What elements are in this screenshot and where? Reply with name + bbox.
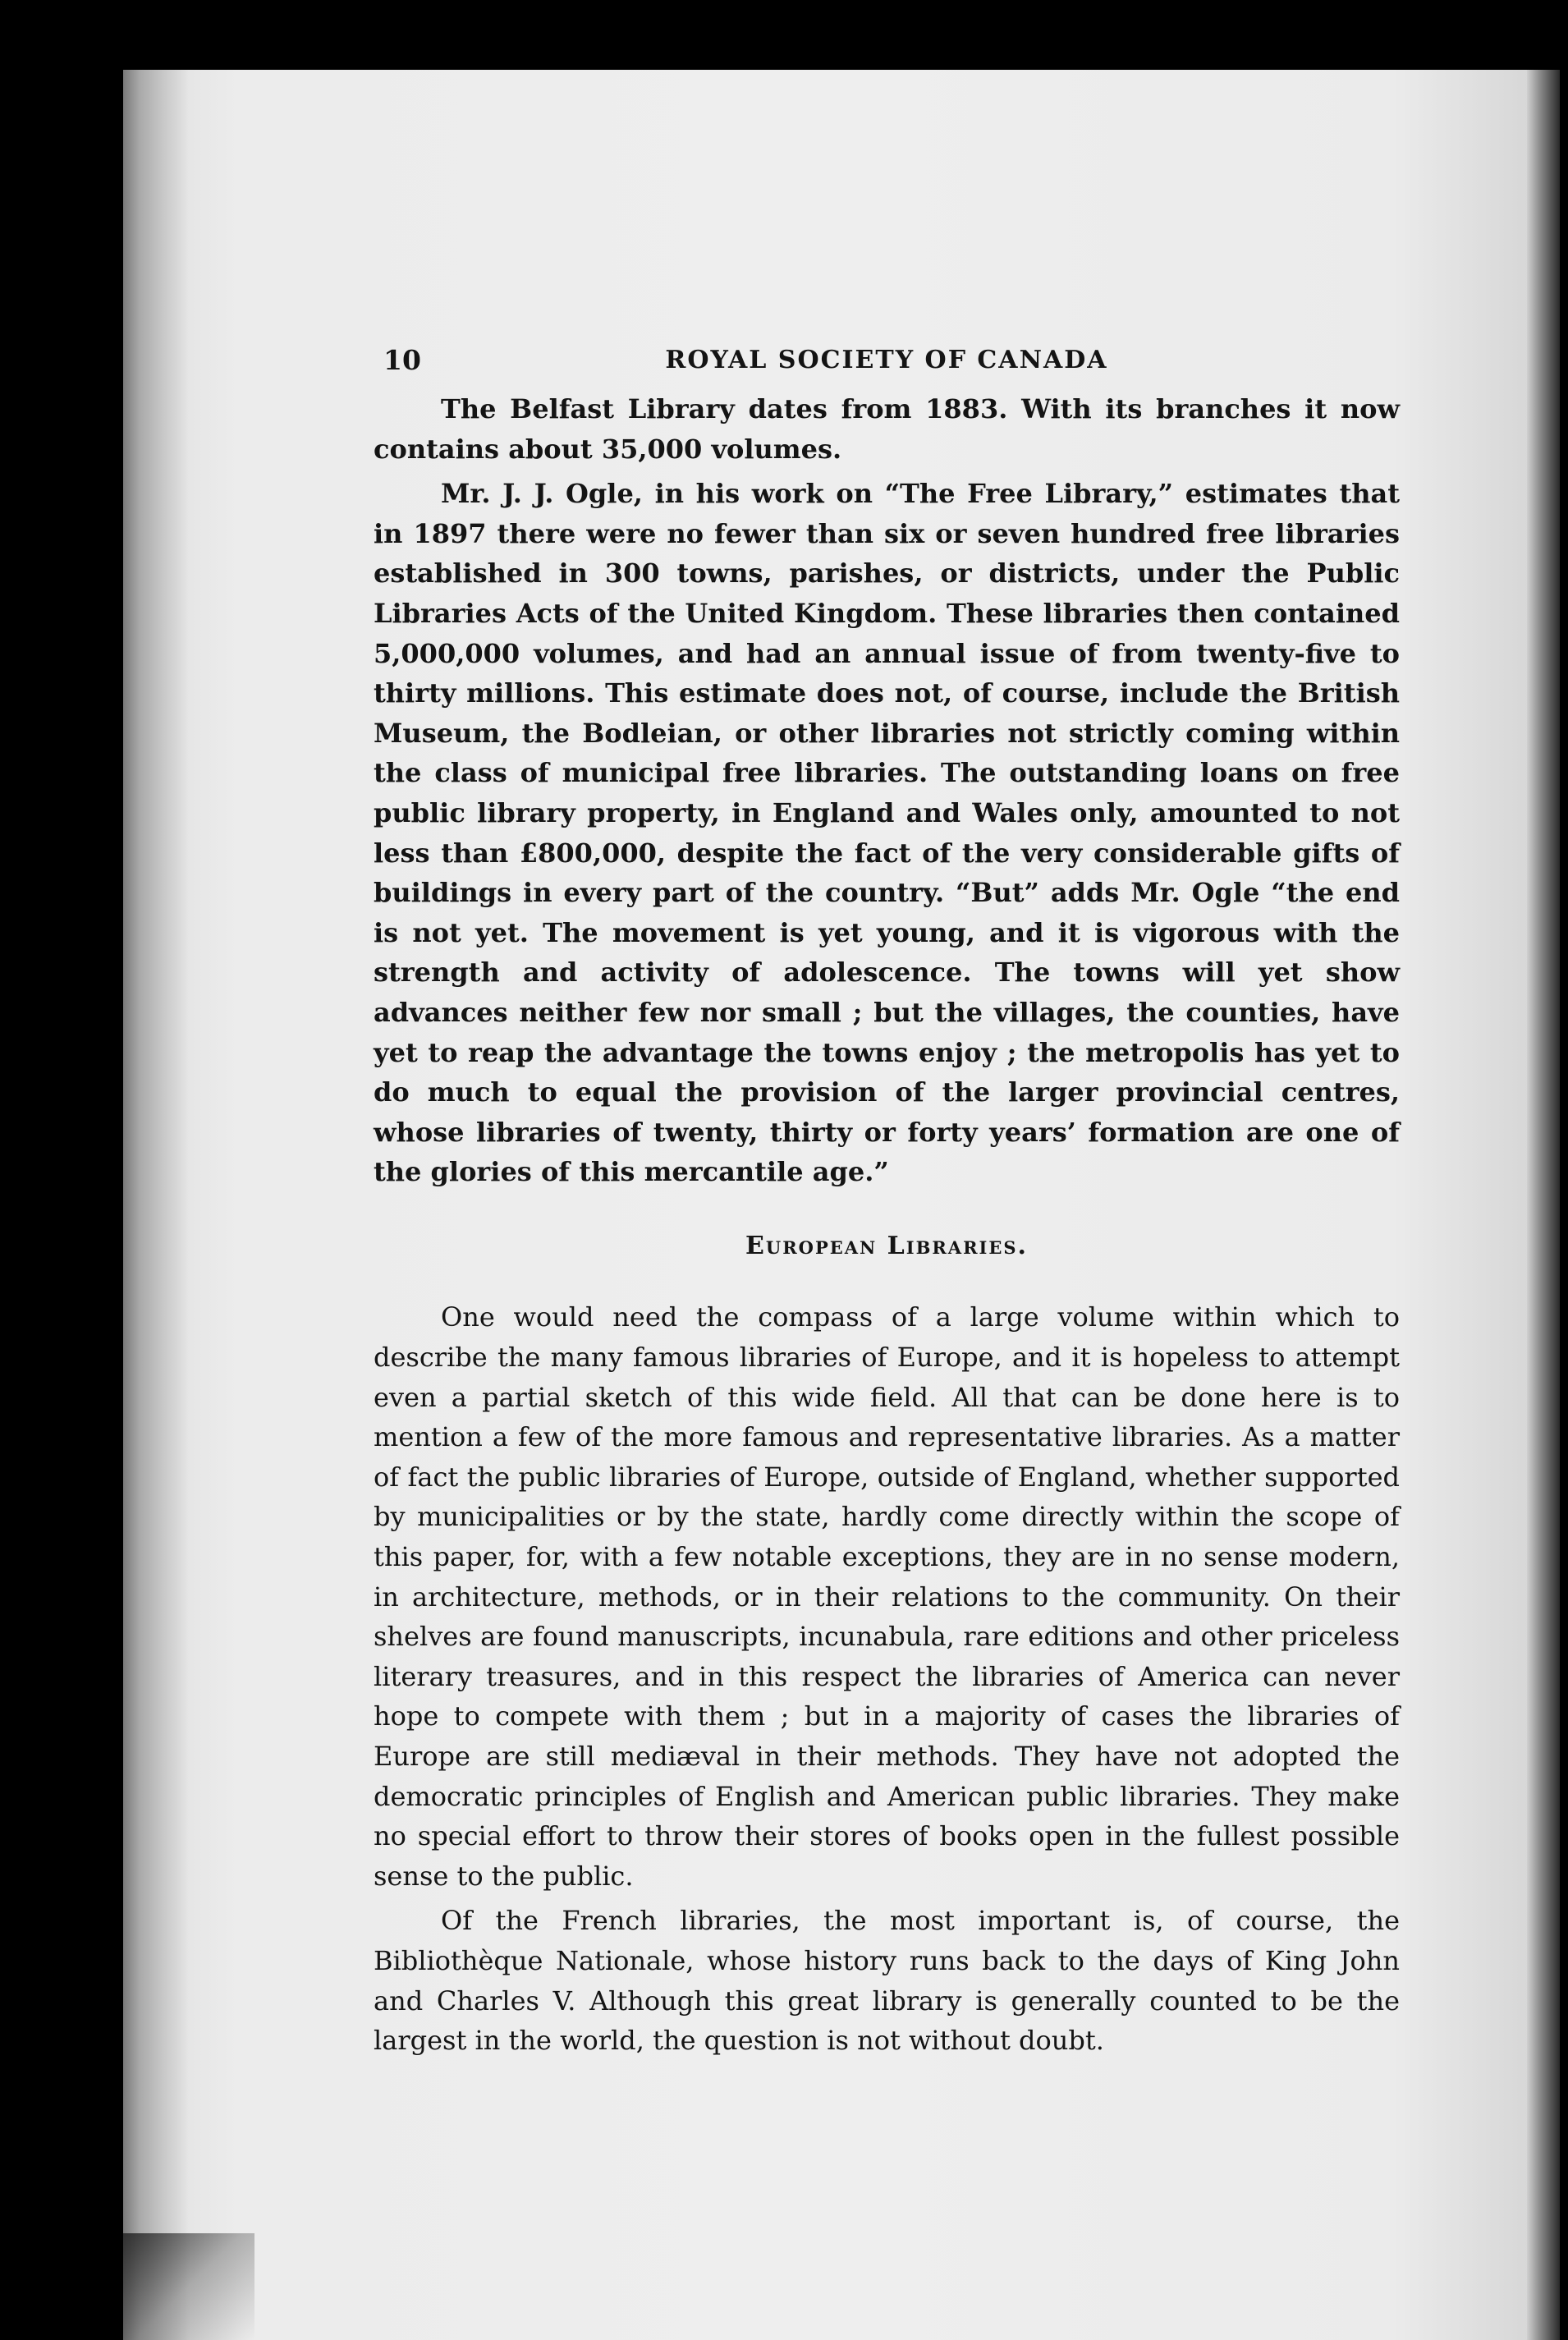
page-right-edge	[1527, 70, 1560, 2340]
section-heading: European Libraries.	[745, 1231, 1028, 1260]
paragraph-french-libraries: Of the French libraries, the most important is, of course, the Bibliothèque Nationale, whose history runs back to the days of King John and Charles V. Although this great library is generally counted to be the largest in the world, the question is not without doubt.	[374, 1905, 1400, 2057]
paragraph-ogle: Mr. J. J. Ogle, in his work on “The Free Library,” estimates that in 1897 there were no fewer than six or seven hundred free libraries established in 300 towns, parishes, or districts, under the Public Libraries Acts of the United Kingdom. These libraries then contained 5,000,000 volumes, and had an annual issue of from twenty-five to thirty millions. This estimate does not, of course, include the British Museum, the Bodleian, or other libraries not strictly coming within the class of municipal free libraries. The outstanding loans on free public library property, in England and Wales only, amounted to not less than £800,000, despite the fact of the very considerable gifts of buildings in every part of the country. “But” adds Mr. Ogle “the end is not yet. The movement is yet young, and it is vigorous with the strength and activity of adolescence. The towns will yet show advances neither few nor small ; but the villages, the counties, have yet to reap the advantage the towns enjoy ; the metropolis has yet to do much to equal the provision of the larger provincial centres, whose libraries of twenty, thirty or forty years’ formation are one of the glories of this mercantile age.”	[374, 478, 1400, 1188]
running-head	[374, 341, 1400, 386]
paragraph-belfast: The Belfast Library dates from 1883. With its branches it now contains about 35,000 volumes.	[374, 393, 1400, 465]
page-gutter-shadow	[123, 70, 189, 2340]
page-content	[374, 341, 1400, 2061]
page-number: 10	[383, 344, 421, 376]
running-title: ROYAL SOCIETY OF CANADA	[665, 346, 1108, 374]
page-corner-shadow	[123, 2233, 254, 2340]
paragraph-european-libraries: One would need the compass of a large volume within which to describe the many famous libraries of Europe, and it is hopeless to attempt even a partial sketch of this wide field. All that can be done here is to mention a few of the more famous and representative libraries. As a matter of fact the public libraries of Europe, outside of England, whether supported by municipalities or by the state, hardly come directly within the scope of this paper, for, with a few notable exceptions, they are in no sense modern, in architecture, methods, or in their relations to the community. On their shelves are found manuscripts, incunabula, rare editions and other priceless literary treasures, and in this respect the libraries of America can never hope to compete with them ; but in a majority of cases the libraries of Europe are still mediæval in their methods. They have not adopted the democratic principles of English and American public libraries. They make no special effort to throw their stores of books open in the fullest possible sense to the public.	[374, 1301, 1400, 1892]
